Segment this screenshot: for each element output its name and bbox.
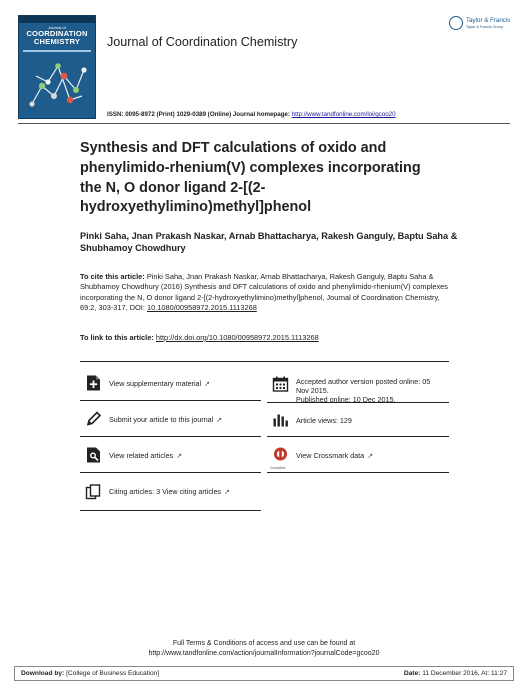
issn-line [107,111,396,118]
article-doi-link[interactable]: http://dx.doi.org/10.1080/00958972.2015.1113268 [155,333,319,342]
pencil-icon [85,411,102,428]
external-link-icon: ↗ [176,453,183,460]
cover-title: COORDINATION CHEMISTRY [26,29,88,46]
terms-link[interactable]: http://www.tandfonline.com/action/journalInformation?journalCode=gcoo20 [148,649,380,657]
supplementary-material-link[interactable] [80,365,261,401]
calendar-icon [272,376,289,393]
citing-label: Citing articles: 3 View citing articles [109,487,222,496]
download-value: [College of Business Education] [66,670,160,677]
submit-label: Submit your article to this journal [109,415,214,424]
crossmark-icon [272,447,289,464]
citing-articles-icon [85,484,102,501]
publisher-logo[interactable] [449,15,513,35]
submit-article-link[interactable] [80,401,261,437]
publisher-name: Taylor & Francis [466,17,511,24]
journal-title: Journal of Coordination Chemistry [107,35,298,49]
citation-text: Pinki Saha, Jnan Prakash Naskar, Arnab Bhattacharya, Rakesh Ganguly, Baptu Saha & Shubhamoy Chowdhury (2016) Synthesis and DFT calculations of oxido and phenylimido-rhenium(V) complexes incorporating the N, O donor ligand 2-[(2-hydroxyethylimino)methyl]phenol, Journal of Coordination Chemistry, 69:2, 303-317, DOI: [80,272,448,313]
journal-homepage-link[interactable]: http://www.tandfonline.com/loi/gcoo20 [291,111,396,118]
date-value: 11 December 2016, At: 11:27 [422,670,507,677]
external-link-icon: ↗ [216,417,223,424]
external-link-icon: ↗ [224,489,230,496]
journal-cover [18,15,96,119]
external-link-icon: ↗ [367,453,374,460]
published-date: Published online: 10 Dec 2015. [296,395,396,404]
issn-label: ISSN: 0095-8972 (Print) 1029-0389 (Online) Journal homepage: [107,111,290,118]
external-link-icon: ↗ [204,381,211,388]
header-divider [18,123,510,124]
terms-line1: Full Terms & Conditions of access and use can be found at [172,640,356,647]
accepted-date-line2: Nov 2015. [296,386,329,395]
article-title: Synthesis and DFT calculations of oxido and phenylimido-rhenium(V) complexes incorporating the N, O donor ligand 2-[(2-hydroxyethylimino)methyl]phenol [80,140,421,216]
terms-notice [0,639,528,658]
citation [80,272,450,314]
citation-doi-link[interactable]: 10.1080/00958972.2015.1113268 [146,303,257,313]
date-label: Date: [403,670,421,677]
supplement-plus-icon [85,375,102,392]
accepted-date-line1: Accepted author version posted online: 05 [296,377,431,386]
cover-molecule-image [24,56,92,114]
crossmark-icon-label: CrossMark [270,466,286,470]
related-label: View related articles [109,451,174,460]
downloaded-by [21,670,159,677]
crossmark-link[interactable] [267,437,449,473]
citation-label: To cite this article: [80,272,145,281]
links-divider [80,361,449,362]
article-views-label: Article views: 129 [296,416,352,425]
publisher-logo-icon [449,16,463,30]
search-document-icon [85,447,102,464]
download-date [404,670,507,677]
article-link-line [80,333,319,342]
download-label: Download by: [21,670,65,677]
supplementary-label: View supplementary material [109,379,202,388]
cover-journal-label: Journal of [48,25,66,30]
crossmark-label: View Crossmark data [296,451,365,460]
download-info-bar [14,666,514,681]
publisher-group: Taylor & Francis Group [466,25,503,29]
article-link-label: To link to this article: [80,333,154,342]
bar-chart-icon [272,412,289,429]
citing-articles-link[interactable] [80,473,261,511]
article-views [267,403,449,437]
article-authors: Pinki Saha, Jnan Prakash Naskar, Arnab Bhattacharya, Rakesh Ganguly, Baptu Saha & Shubhamoy Chowdhury [80,231,458,253]
related-articles-link[interactable] [80,437,261,473]
publication-dates [267,365,449,403]
